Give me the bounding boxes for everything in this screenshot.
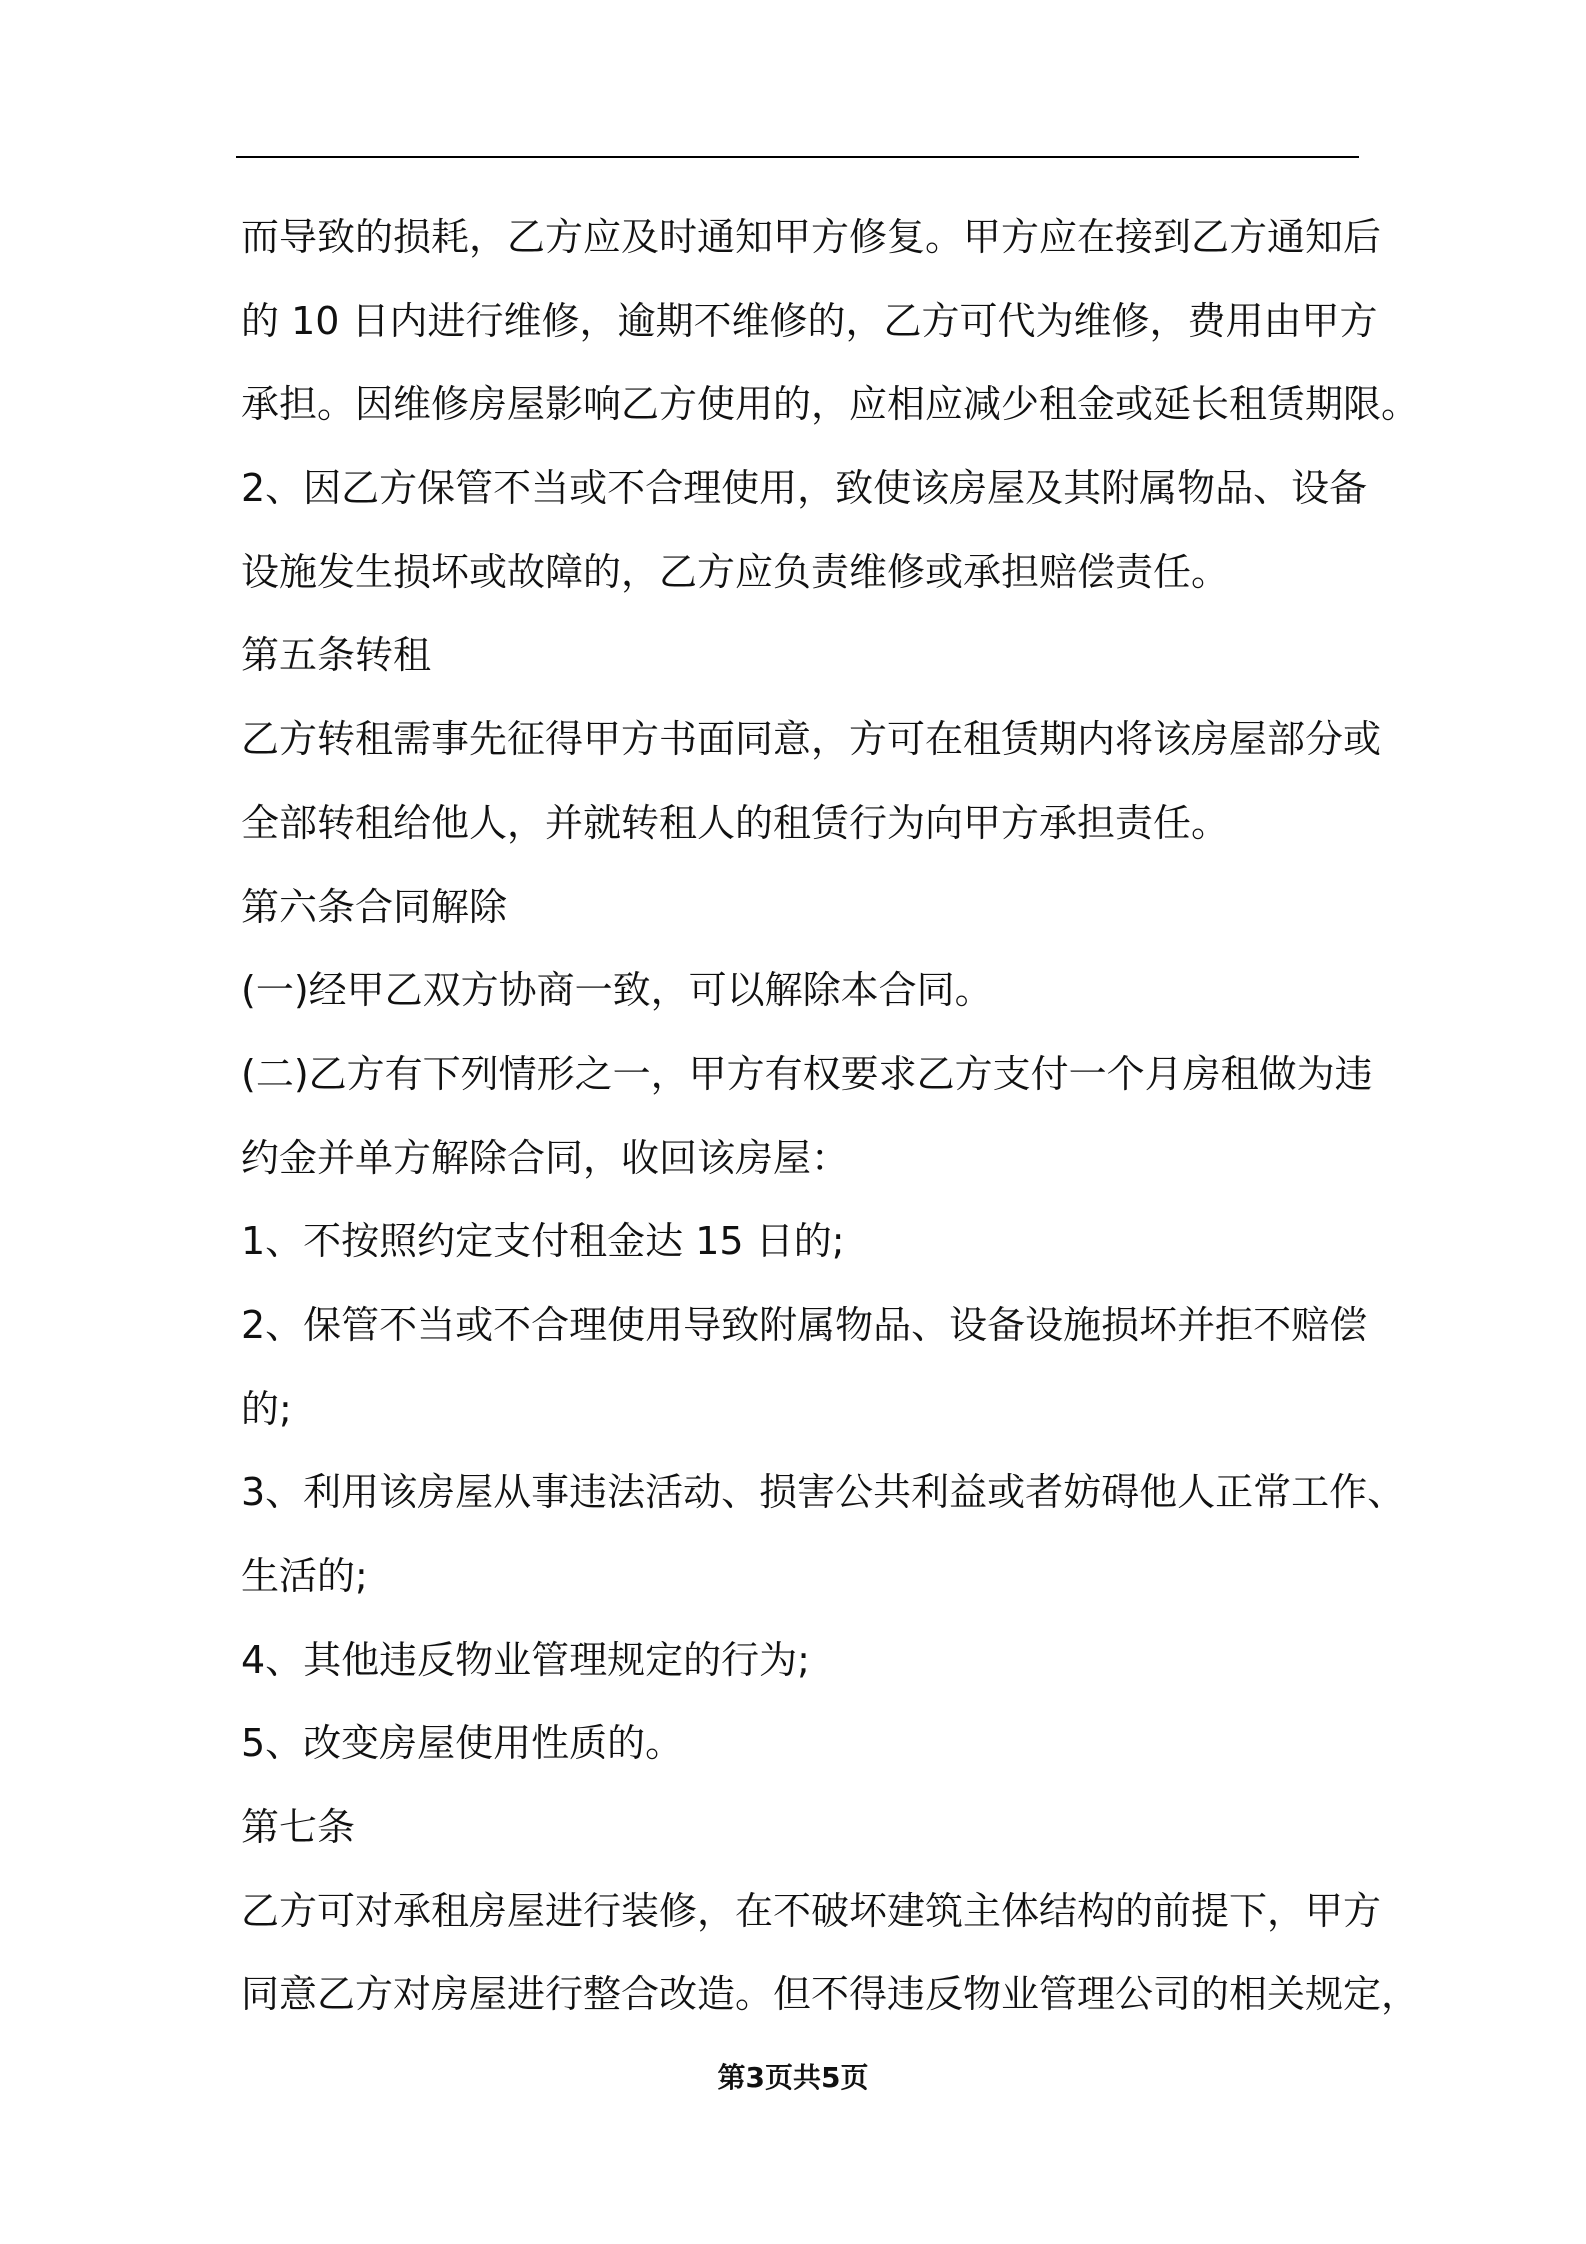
text-line: 的 10 日内进行维修，逾期不维修的，乙方可代为维修，费用由甲方 bbox=[241, 298, 1378, 343]
text-line: (二)乙方有下列情形之一，甲方有权要求乙方支付一个月房租做为违 bbox=[241, 1051, 1373, 1096]
list-item: 4、其他违反物业管理规定的行为; bbox=[241, 1637, 810, 1682]
text-line: 全部转租给他人，并就转租人的租赁行为向甲方承担责任。 bbox=[241, 800, 1230, 845]
text-line: 乙方转租需事先征得甲方书面同意，方可在租赁期内将该房屋部分或 bbox=[241, 717, 1382, 762]
text-line: 生活的; bbox=[241, 1554, 368, 1598]
text-line: 的; bbox=[241, 1386, 292, 1431]
text-line: 同意乙方对房屋进行整合改造。但不得违反物业管理公司的相关规定， bbox=[241, 1972, 1420, 2017]
list-item: 2、保管不当或不合理使用导致附属物品、设备设施损坏并拒不赔偿 bbox=[241, 1302, 1368, 1347]
document-body bbox=[241, 196, 1420, 2037]
section-heading: 第七条 bbox=[241, 1805, 356, 1850]
text-line: 乙方可对承租房屋进行装修，在不破坏建筑主体结构的前提下，甲方 bbox=[241, 1888, 1382, 1933]
text-line: 而导致的损耗，乙方应及时通知甲方修复。甲方应在接到乙方通知后 bbox=[241, 215, 1382, 259]
text-line: (一)经甲乙双方协商一致，可以解除本合同。 bbox=[241, 968, 993, 1013]
list-item: 3、利用该房屋从事违法活动、损害公共利益或者妨碍他人正常工作、 bbox=[241, 1470, 1406, 1515]
text-line: 承担。因维修房屋影响乙方使用的，应相应减少租金或延长租赁期限。 bbox=[241, 382, 1420, 427]
text-line: 设施发生损坏或故障的，乙方应负责维修或承担赔偿责任。 bbox=[241, 549, 1230, 594]
text-line: 2、因乙方保管不当或不合理使用，致使该房屋及其附属物品、设备 bbox=[241, 466, 1368, 511]
header-divider bbox=[236, 156, 1359, 158]
list-item: 5、改变房屋使用性质的。 bbox=[241, 1721, 684, 1766]
section-heading: 第六条合同解除 bbox=[241, 884, 508, 929]
text-line: 约金并单方解除合同，收回该房屋： bbox=[241, 1135, 850, 1180]
page-number: 第3页共5页 bbox=[717, 2061, 869, 2094]
list-item: 1、不按照约定支付租金达 15 日的; bbox=[241, 1219, 845, 1264]
section-heading: 第五条转租 bbox=[241, 633, 432, 678]
